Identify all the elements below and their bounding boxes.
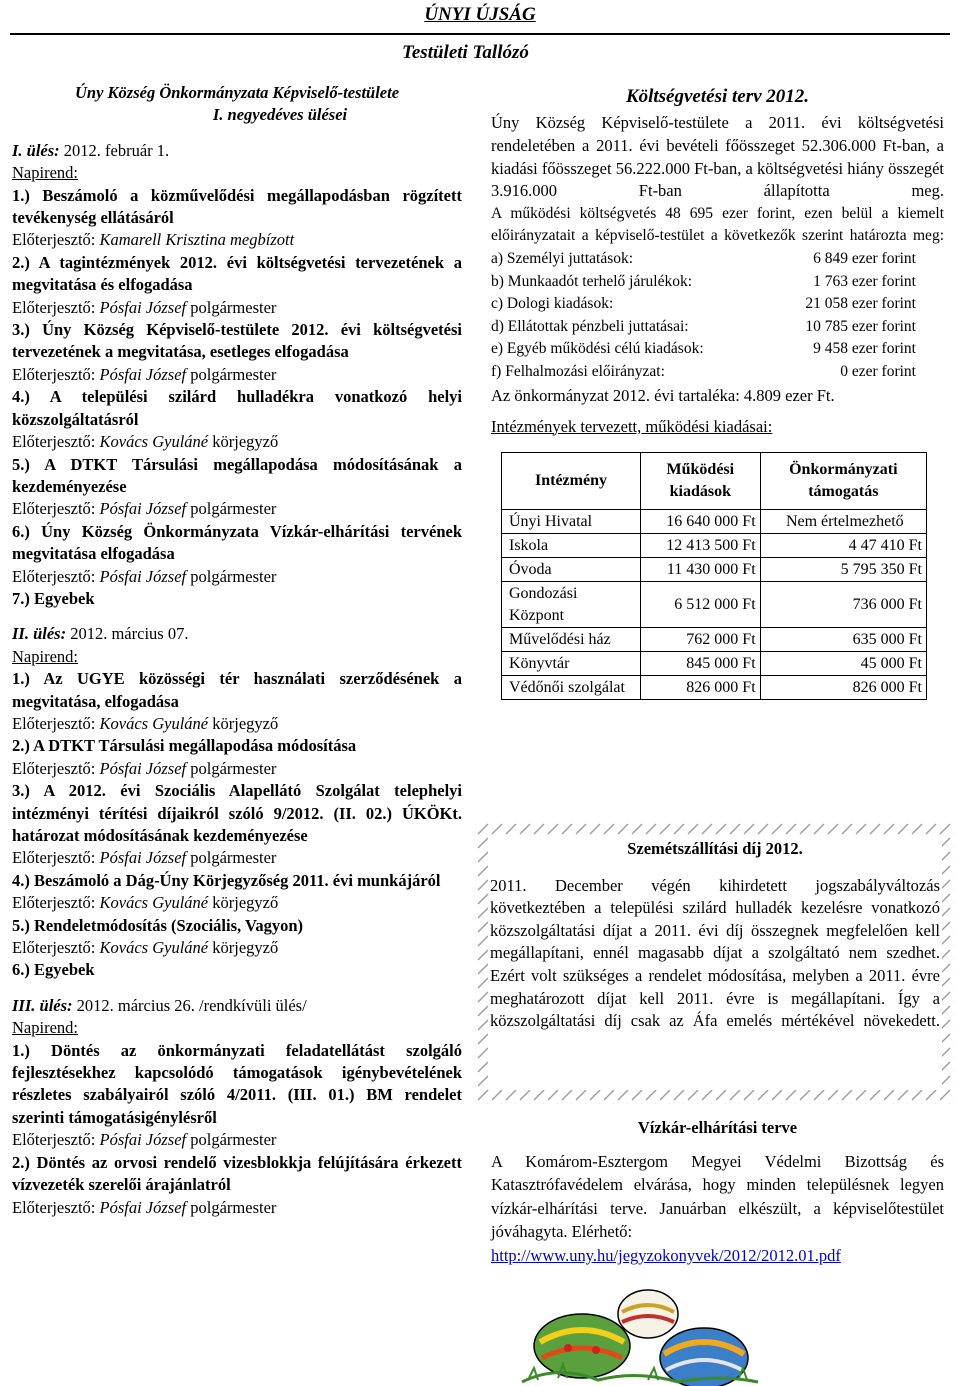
expense-value: 9 458 ezer forint [813,340,916,358]
budget-title: Költségvetési terv 2012. [625,86,810,107]
easter-eggs-illustration [498,1284,778,1386]
flood-text [491,1150,944,1268]
presenter-role: polgármester [186,1197,277,1217]
agenda-item-presenter [12,566,462,588]
expense-list [491,248,944,384]
council-heading-line2: I. negyedéves ülései [212,105,348,125]
agenda-item-presenter [12,758,462,780]
presenter-role: polgármester [186,848,277,868]
presenter-role: polgármester [186,566,277,586]
presenter-name: Pósfai József [99,297,187,317]
presenter-role: körjegyző [208,938,279,958]
meeting-1 [12,140,462,611]
flood-title: Vízkár-elhárítási terve [637,1118,798,1137]
table-row [502,509,927,533]
meeting-label: I. ülés: [12,140,60,160]
presenter-label: Előterjesztő: [12,566,100,586]
presenter-name: Pósfai József [99,364,187,384]
agenda-item-presenter [12,229,462,251]
agenda-item-title: 2.) Döntés az orvosi rendelő vizesblokkja felújítására érkezett vízvezeték szerelői árajánlatról [12,1152,462,1195]
presenter-label: Előterjesztő: [12,713,100,733]
expense-label: e) Egyéb működési célú kiadások: [491,340,704,358]
expense-row [491,293,944,316]
expense-label: b) Munkaadót terhelő járulékok: [491,272,693,290]
agenda-label: Napirend: [12,646,78,666]
expense-value: 6 849 ezer forint [813,249,916,267]
header-rule [10,33,950,35]
presenter-name: Kovács Gyuláné [99,713,209,733]
expense-row [491,338,944,361]
presenter-role: körjegyző [208,893,279,913]
presenter-name: Pósfai József [99,1130,187,1150]
agenda-item-presenter [12,892,462,914]
expense-row [491,316,944,339]
table-cell: 635 000 Ft [760,627,926,651]
agenda-item-last: 6.) Egyebek [12,960,95,980]
flood-section [491,1116,944,1268]
council-heading [12,82,462,127]
table-cell: Óvoda [502,557,641,581]
agenda-item-last: 7.) Egyebek [12,588,95,608]
presenter-role: körjegyző [208,432,279,452]
page-header [0,0,960,70]
agenda-item-title: 4.) Beszámoló a Dág-Úny Körjegyzőség 2011. évi munkájáról [12,870,441,890]
agenda-item-presenter [12,297,462,319]
table-cell: 11 430 000 Ft [641,557,761,581]
agenda-item-title: 2.) A tagintézmények 2012. évi költségvetési tervezetének a megvitatása és elfogadása [12,252,462,295]
left-column [12,82,462,1219]
expense-label: f) Felhalmozási előirányzat: [491,362,665,380]
presenter-role: polgármester [186,297,277,317]
table-cell: 826 000 Ft [760,675,926,699]
agenda-item-title: 3.) Úny Község Képviselő-testülete 2012. évi költségvetési tervezetének a megvitatása, esetleges elfogadása [12,320,462,362]
table-cell: 5 795 350 Ft [760,557,926,581]
expense-row [491,361,944,384]
table-cell: 45 000 Ft [760,651,926,675]
table-cell: Művelődési ház [502,627,641,651]
agenda-label: Napirend: [12,163,78,183]
table-row [502,557,927,581]
right-column [491,86,944,700]
presenter-label: Előterjesztő: [12,938,100,958]
waste-title: Szemétszállítási díj 2012. [627,839,803,858]
expense-label: a) Személyi juttatások: [491,249,634,267]
agenda-item-presenter [12,937,462,959]
meeting-2 [12,623,462,982]
agenda-item-title: 1.) Döntés az önkormányzati feladatellátást szolgáló fejlesztésekhez kapcsolódó támogatások igénybevételének részletes szabályairól szóló 4/2011. (III. 01.) BM rendelet szerinti támogatásigénylésről [12,1040,462,1127]
table-cell: 6 512 000 Ft [641,581,761,627]
agenda-label: Napirend: [12,1018,78,1038]
meeting-date: 2012. március 26. /rendkívüli ülés/ [72,995,307,1015]
table-cell: 762 000 Ft [641,627,761,651]
table-cell: 826 000 Ft [641,675,761,699]
table-header-cell: Működési kiadások [641,452,761,509]
presenter-role: polgármester [186,364,277,384]
expense-value: 21 058 ezer forint [805,295,916,313]
agenda-item-title: 5.) Rendeletmódosítás (Szociális, Vagyon) [12,915,304,935]
presenter-label: Előterjesztő: [12,1197,100,1217]
presenter-label: Előterjesztő: [12,297,100,317]
reserve-text: Az önkormányzat 2012. évi tartaléka: 4.809 ezer Ft. [491,385,835,405]
agenda-item-presenter [12,1129,462,1151]
table-cell: 845 000 Ft [641,651,761,675]
presenter-name: Pósfai József [99,758,187,778]
agenda-item-title: 3.) A 2012. évi Szociális Alapellátó Szolgálat telephelyi intézményi térítési díjaikról szóló 9/2012. (II. 02.) ÚKÖKt. határozat módosításának kezdeményezése [12,781,462,845]
council-heading-line1: Úny Község Önkormányzata Képviselő-testülete [74,83,400,102]
agenda-item-title: 2.) A DTKT Társulási megállapodása módosítása [12,736,357,756]
agenda-item-presenter [12,713,462,735]
agenda-item-title: 4.) A települési szilárd hulladékra vonatkozó helyi közszolgáltatásról [12,387,462,429]
agenda-item-title: 6.) Úny Község Önkormányzata Vízkár-elhárítási tervének megvitatása elfogadása [12,521,462,564]
waste-text: 2011. December végén kihirdetett jogszabályváltozás következtében a települési szilárd hulladék kezelésre vonatkozó közszolgáltatási díjat a 2011. évi díj összegnek megfelelően kell megállapítani, ennél magasabb díjat a szolgáltató nem szedhet. Ezért volt szükséges a rendelet módosítása, melyben a 2011. évre meghatározott díjat kell 2011. évre is megállapítani. Így a közszolgáltatási díj csak az Áfa emelés mértékével növekedett. [490,875,940,1031]
flood-plan-link[interactable]: http://www.uny.hu/jegyzokonyvek/2012/2012.01.pdf [491,1245,841,1265]
table-cell: Nem értelmezhető [760,509,926,533]
meeting-date: 2012. március 07. [66,624,189,644]
presenter-name: Pósfai József [99,499,187,519]
presenter-name: Kovács Gyuláné [99,432,209,452]
table-cell: Könyvtár [502,651,641,675]
table-cell: 12 413 500 Ft [641,533,761,557]
presenter-label: Előterjesztő: [12,848,100,868]
agenda-item-title: 5.) A DTKT Társulási megállapodása módosításának a kezdeményezése [12,454,462,496]
table-row [502,627,927,651]
presenter-label: Előterjesztő: [12,758,100,778]
agenda-item-presenter [12,1197,462,1219]
presenter-name: Pósfai József [99,566,187,586]
flood-text-body: A Komárom-Esztergom Megyei Védelmi Bizottság és Katasztrófavédelem elvárása, hogy minden településnek legyen vízkár-elhárítási terve. Januárban elkészült, a képviselőtestület jóváhagyta. Elérhető: [491,1151,944,1242]
expense-row [491,271,944,294]
table-cell: 736 000 Ft [760,581,926,627]
presenter-label: Előterjesztő: [12,230,100,250]
table-cell: 16 640 000 Ft [641,509,761,533]
meeting-date: 2012. február 1. [59,140,170,160]
expense-row [491,248,944,271]
presenter-label: Előterjesztő: [12,1130,100,1150]
presenter-role: polgármester [186,758,277,778]
table-header-cell: Intézmény [502,452,641,509]
expense-label: d) Ellátottak pénzbeli juttatásai: [491,317,689,335]
budget-text: A működési költségvetés 48 695 ezer forint, ezen belül a kiemelt előirányzatait a képviselő-testület a következők szerint határozta meg: [491,204,944,245]
presenter-label: Előterjesztő: [12,364,100,384]
expense-value: 1 763 ezer forint [813,272,916,290]
agenda-item-presenter [12,364,462,386]
expense-label: c) Dologi kiadások: [491,295,614,313]
table-row [502,651,927,675]
table-cell: Únyi Hivatal [502,509,641,533]
waste-fee-box [476,822,954,1104]
agenda-item-title: 1.) Beszámoló a közművelődési megállapodásban rögzített tevékenység ellátásáról [12,185,462,228]
newspaper-title: ÚNYI ÚJSÁG [424,4,536,25]
agenda-item-presenter [12,847,462,869]
presenter-label: Előterjesztő: [12,893,100,913]
presenter-name: Pósfai József [99,848,187,868]
presenter-role: polgármester [186,1130,277,1150]
institutions-title: Intézmények tervezett, működési kiadásai: [491,416,773,436]
table-row [502,675,927,699]
table-header-cell: Önkormányzati támogatás [760,452,926,509]
table-header-row [502,452,927,509]
presenter-role: körjegyző [208,713,279,733]
agenda-item-presenter [12,431,462,453]
expense-value: 10 785 ezer forint [805,317,916,335]
meeting-label: II. ülés: [12,624,67,644]
table-row [502,533,927,557]
presenter-role: polgármester [186,499,277,519]
table-cell: 4 47 410 Ft [760,533,926,557]
presenter-label: Előterjesztő: [12,432,100,452]
budget-intro: Úny Község Képviselő-testülete a 2011. évi költségvetési rendeletében a 2011. évi bevételi főösszeget 52.306.000 Ft-ban, a kiadási főösszeget 56.222.000 Ft-ban, a költségvetési hiány összegét 3.916.000 Ft-ban állapította meg. [491,113,944,201]
table-cell: Gondozási Központ [502,581,641,627]
expense-value: 0 ezer forint [840,362,916,380]
presenter-name: Pósfai József [99,1197,187,1217]
meeting-label: III. ülés: [12,995,73,1015]
presenter-name: Kovács Gyuláné [99,938,209,958]
table-cell: Védőnői szolgálat [502,675,641,699]
presenter-name: Kovács Gyuláné [99,893,209,913]
meeting-3 [12,995,462,1219]
section-title: Testületi Tallózó [402,42,529,63]
agenda-item-presenter [12,498,462,520]
institutions-table [501,452,927,700]
presenter-label: Előterjesztő: [12,499,100,519]
agenda-item-title: 1.) Az UGYE közösségi tér használati szerződésének a megvitatása, elfogadása [12,669,462,711]
table-row [502,581,927,627]
presenter-name: Kamarell Krisztina megbízott [99,230,295,250]
table-cell: Iskola [502,533,641,557]
